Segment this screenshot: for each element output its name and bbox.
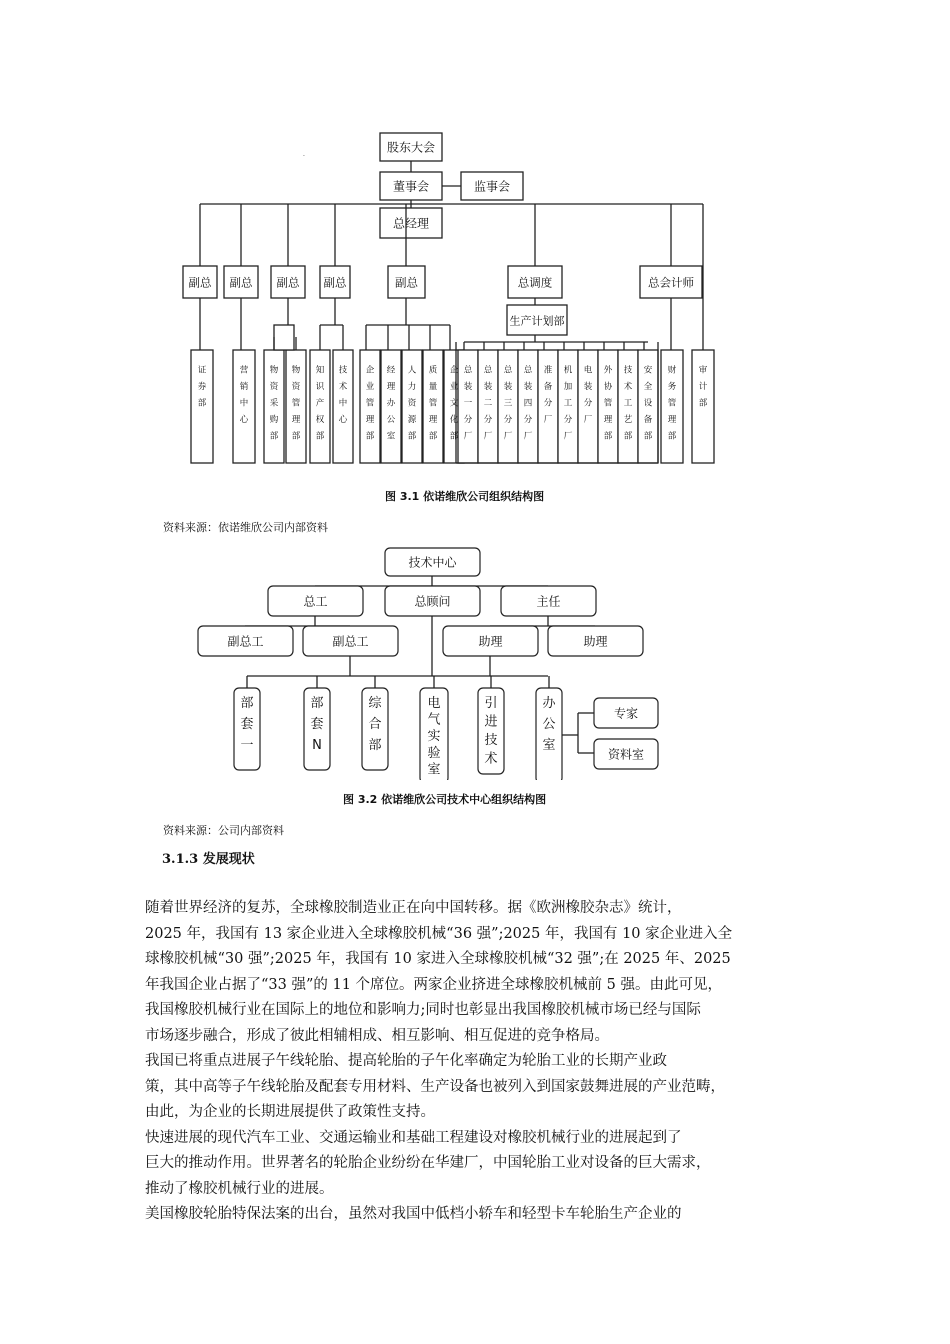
mid-manager-6-label: 总调度 <box>517 275 553 290</box>
body-line: 推动了橡胶机械行业的进展。 <box>145 1180 334 1197</box>
leaf-dept-10-label: 质量管理部 <box>428 365 438 442</box>
tech-unit-1-label: 部套一 <box>240 696 254 753</box>
svg-text:·: · <box>303 153 305 160</box>
body-line: 球橡胶机械“30 强”;2025 年，我国有 10 家进入全球橡胶机械“32 强”;在 2025 年、2025 <box>145 951 731 967</box>
director-label: 主任 <box>536 594 561 609</box>
leaf-dept-16-label: 准备分厂 <box>543 365 553 425</box>
supervisors-label: 监事会 <box>473 179 511 194</box>
body-line: 美国橡胶轮胎特保法案的出台，虽然对我国中低档小轿车和轻型卡车轮胎生产企业的 <box>145 1206 682 1222</box>
body-line: 策，其中高等子午线轮胎及配套专用材料、生产设备也被列入到国家鼓舞进展的产业范畴， <box>145 1078 725 1095</box>
leaf-dept-22-label: 财务管理部 <box>667 365 677 442</box>
tech-unit-3-label: 综合部 <box>368 696 382 753</box>
leaf-dept-20-label: 技术工艺部 <box>623 365 633 442</box>
chief-advisor-label: 总顾问 <box>414 594 451 609</box>
tech-unit-5-label: 引进技术 <box>484 696 498 767</box>
deputy-chief-1-label: 副总工 <box>227 634 264 649</box>
leaf-dept-15-label: 总装四分厂 <box>523 365 533 442</box>
body-line: 随着世界经济的复苏，全球橡胶制造业正在向中国转移。据《欧洲橡胶杂志》统计， <box>145 900 682 916</box>
body-line: 快速进展的现代汽车工业、交通运输业和基础工程建设对橡胶机械行业的进展起到了 <box>145 1129 682 1146</box>
org-chart-company <box>0 0 950 480</box>
mid-manager-1-label: 副总 <box>188 275 212 290</box>
assistant-2-label: 助理 <box>583 634 608 649</box>
general-manager-label: 总经理 <box>392 216 430 231</box>
production-plan-dept-label: 生产计划部 <box>509 314 565 328</box>
leaf-dept-4-label: 物资管理部 <box>291 365 301 442</box>
leaf-dept-9-label: 人力资源部 <box>407 365 417 442</box>
tech-center-label: 技术中心 <box>408 555 457 570</box>
body-line: 巨大的推动作用。世界著名的轮胎企业纷纷在华建厂，中国轮胎工业对设备的巨大需求， <box>145 1155 711 1171</box>
body-line: 2025 年，我国有 13 家企业进入全球橡胶机械“36 强”;2025 年，我国有 10 家企业进入全 <box>145 925 733 942</box>
mid-manager-5-label: 副总 <box>395 275 418 290</box>
body-line: 我国橡胶机械行业在国际上的地位和影响力;同时也彰显出我国橡胶机械市场已经与国际 <box>145 1002 701 1018</box>
deputy-chief-2-label: 副总工 <box>332 634 369 649</box>
figure-caption-3-2: 图 3.2 依诺维欣公司技术中心组织结构图 <box>343 793 547 806</box>
leaf-dept-2-label: 营销中心 <box>239 365 249 425</box>
mid-manager-2-label: 副总 <box>229 275 253 290</box>
leaf-dept-6-label: 技术中心 <box>338 365 348 425</box>
leaf-dept-8-label: 经理办公室 <box>386 365 396 442</box>
leaf-dept-1-label: 证券部 <box>197 365 207 409</box>
shareholders-label: 股东大会 <box>386 140 436 155</box>
tech-unit-6-label: 办公室 <box>542 696 556 753</box>
leaf-dept-11-label: 企业文化部 <box>449 365 459 442</box>
mid-manager-7-label: 总会计师 <box>648 275 694 290</box>
experts-label: 专家 <box>613 706 639 721</box>
figure-source-3-1: 资料来源：依诺维欣公司内部资料 <box>163 521 328 534</box>
assistant-1-label: 助理 <box>478 634 503 649</box>
body-line: 我国已将重点进展子午线轮胎、提高轮胎的子午化率确定为轮胎工业的长期产业政 <box>145 1053 667 1069</box>
leaf-dept-17-label: 机加工分厂 <box>563 365 573 442</box>
leaf-dept-18-label: 电装分厂 <box>583 365 593 425</box>
leaf-dept-23-label: 审计部 <box>698 365 708 409</box>
mid-manager-3-label: 副总 <box>276 275 300 290</box>
leaf-dept-3-label: 物资采购部 <box>269 365 279 442</box>
tech-unit-2-label: 部套 N <box>310 696 324 753</box>
body-line: 市场逐步融合，形成了彼此相辅相成、相互影响、相互促进的竞争格局。 <box>145 1027 609 1044</box>
section-heading: 3.1.3 发展现状 <box>162 852 255 867</box>
leaf-dept-21-label: 安全设备部 <box>643 365 653 442</box>
figure-source-3-2: 资料来源：公司内部资料 <box>163 824 284 837</box>
archive-room-label: 资料室 <box>607 747 645 762</box>
leaf-dept-14-label: 总装三分厂 <box>503 365 513 442</box>
org-chart-tech-center <box>0 540 950 780</box>
body-line: 年我国企业占据了“33 强”的 11 个席位。两家企业挤进全球橡胶机械前 5 强。由此可见， <box>145 976 722 993</box>
leaf-dept-12-label: 总装一分厂 <box>463 365 473 442</box>
leaf-dept-7-label: 企业管理部 <box>365 365 375 442</box>
leaf-dept-13-label: 总装二分厂 <box>483 365 493 442</box>
mid-manager-4-label: 副总 <box>323 275 347 290</box>
board-label: 董事会 <box>392 179 430 194</box>
leaf-dept-5-label: 知识产权部 <box>315 365 325 442</box>
leaf-dept-19-label: 外协管理部 <box>603 365 613 442</box>
tech-unit-4-label: 电气实验室 <box>427 696 441 778</box>
body-line: 由此，为企业的长期进展提供了政策性支持。 <box>145 1104 435 1120</box>
body-paragraphs <box>145 896 805 1228</box>
chief-engineer-label: 总工 <box>303 594 328 609</box>
figure-caption-3-1: 图 3.1 依诺维欣公司组织结构图 <box>385 490 545 503</box>
